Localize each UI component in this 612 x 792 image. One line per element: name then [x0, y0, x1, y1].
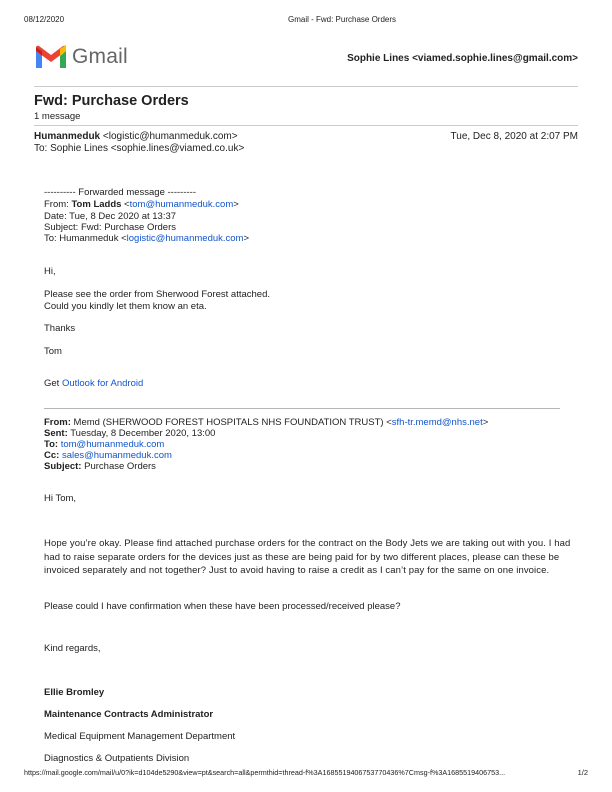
ellie-paragraph-1: Hope you’re okay. Please find attached purchase orders for the contract on the Body Jets we are taking out with you. I had had to raise separate orders for the devices just as these are being paid for by two different places, please can these be invoiced separately and not together? Just to avoid having to raise a credit as I can’t pay for the same on one invoice.: [44, 538, 571, 576]
ellie-name: Ellie Bromley: [44, 687, 105, 698]
gmail-wordmark: Gmail: [72, 45, 128, 68]
tom-line-1: Please see the order from Sherwood Forest attached.: [44, 289, 271, 300]
message-recipient: To: Sophie Lines <sophie.lines@viamed.co.uk>: [34, 143, 245, 154]
original-from: [44, 417, 488, 428]
original-sent-label: Sent:: [44, 428, 68, 439]
original-sent-text: Tuesday, 8 December 2020, 13:00: [67, 428, 216, 439]
account-owner: Sophie Lines <viamed.sophie.lines@gmail.com>: [347, 53, 578, 64]
original-divider: [44, 408, 560, 409]
message-sender: [34, 131, 238, 143]
tom-line-2: Could you kindly let them know an eta.: [44, 301, 207, 312]
ellie-department: Medical Equipment Management Department: [44, 731, 236, 742]
forwarded-to-email-link[interactable]: logistic@humanmeduk.com: [126, 233, 244, 244]
ellie-paragraph-2: Please could I have confirmation when these have been processed/received please?: [44, 601, 401, 612]
message-date: Tue, Dec 8, 2020 at 2:07 PM: [450, 131, 578, 142]
forwarded-to-label: To: Humanmeduk <: [44, 233, 127, 244]
original-from-email-link[interactable]: sfh-tr.memd@nhs.net: [391, 417, 483, 428]
original-to-email-link[interactable]: tom@humanmeduk.com: [60, 439, 165, 450]
subject-divider: [34, 125, 578, 126]
original-from-text: Memd (SHERWOOD FOREST HOSPITALS NHS FOUNDATION TRUST) <: [70, 417, 392, 428]
forwarded-from-open: <: [121, 199, 130, 210]
sender-email: <logistic@humanmeduk.com>: [102, 131, 238, 142]
thread-subject: Fwd: Purchase Orders: [34, 93, 189, 109]
forwarded-to: [44, 233, 249, 244]
outlook-android-link[interactable]: Outlook for Android: [61, 378, 144, 389]
tom-thanks: Thanks: [44, 323, 76, 334]
gmail-logo: [34, 44, 134, 72]
gmail-envelope-icon: [34, 44, 68, 70]
forwarded-marker: ---------- Forwarded message ---------: [44, 187, 196, 198]
original-from-label: From:: [44, 417, 71, 428]
original-subject-label: Subject:: [44, 461, 82, 472]
original-subject-text: Purchase Orders: [81, 461, 156, 472]
original-cc-label: Cc:: [44, 450, 60, 461]
tom-greeting: Hi,: [44, 266, 56, 277]
original-cc: [44, 450, 172, 461]
original-to-label: To:: [44, 439, 59, 450]
original-cc-email-link[interactable]: sales@humanmeduk.com: [61, 450, 172, 461]
original-sent: [44, 428, 215, 439]
ellie-role: Maintenance Contracts Administrator: [44, 709, 214, 720]
outlook-promo-prefix: Get: [44, 378, 62, 389]
ellie-greeting: Hi Tom,: [44, 493, 77, 504]
header-divider: [34, 86, 578, 87]
forwarded-to-close: >: [243, 233, 250, 244]
original-from-close: >: [482, 417, 489, 428]
forwarded-from: [44, 199, 239, 210]
sender-name: Humanmeduk: [34, 131, 101, 142]
print-date: 08/12/2020: [24, 15, 65, 24]
forwarded-from-close: >: [233, 199, 239, 210]
ellie-division: Diagnostics & Outpatients Division: [44, 753, 190, 764]
forwarded-from-email-link[interactable]: tom@humanmeduk.com: [129, 199, 234, 210]
forwarded-from-name: Tom Ladds: [71, 199, 122, 210]
original-to: [44, 439, 164, 450]
forwarded-from-label: From:: [44, 199, 72, 210]
outlook-promo: [44, 378, 143, 389]
print-page-number: 1/2: [577, 768, 588, 777]
forwarded-date: Date: Tue, 8 Dec 2020 at 13:37: [44, 211, 177, 222]
print-url: https://mail.google.com/mail/u/0?ik=d104de5290&view=pt&search=all&permthid=thread-f%3A1685519406753770436%7Cmsg-f%3A1685519406753...: [24, 768, 506, 777]
print-title: Gmail - Fwd: Purchase Orders: [288, 15, 397, 24]
tom-signature: Tom: [44, 346, 62, 357]
forwarded-subject: Subject: Fwd: Purchase Orders: [44, 222, 176, 233]
message-count: 1 message: [34, 111, 81, 122]
ellie-regards: Kind regards,: [44, 643, 101, 654]
original-subject: [44, 461, 156, 472]
